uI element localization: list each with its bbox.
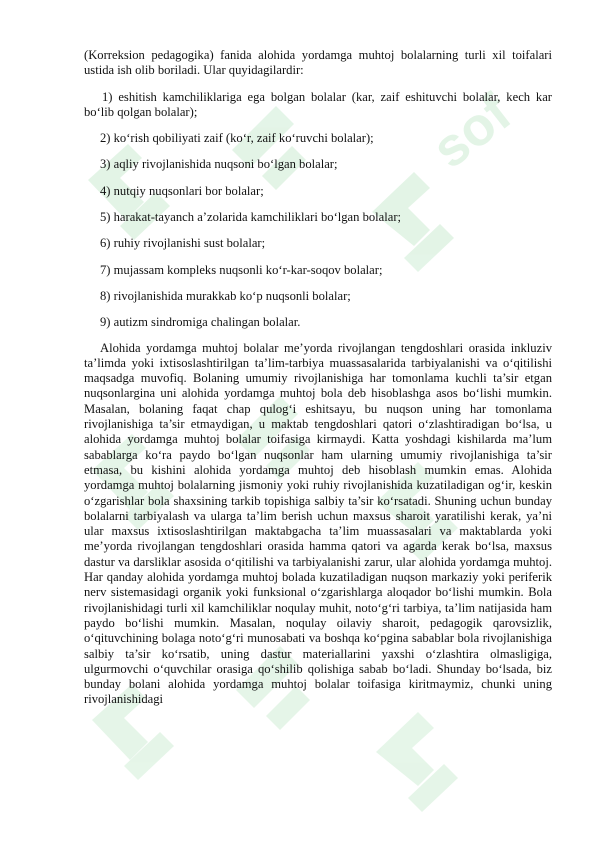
list-item-4: 4) nutqiy nuqsonlari bor bolalar; <box>100 183 264 198</box>
list-item-6: 6) ruhiy rivojlanishi sust bolalar; <box>100 236 266 251</box>
intro-paragraph: (Korreksion pedagogika) fanida alohida yordamga muhtoj bolalarning turli xil toifalari ustida ish olib boriladi. Ular quyidagilardir: <box>84 48 552 78</box>
list-item-8: 8) rivojlanishida murakkab ko‘p nuqsonli bolalar; <box>100 288 351 303</box>
body-paragraph: Alohida yordamga muhtoj bolalar me’yorda rivojlangan tengdoshlari orasida inkluziv ta’limda yoki ixtisoslashtirilgan ta’lim-tarbiya muassasalarida tarbiyalanishi va o‘qitilishi maqsadga muvofiq. Bolaning umumiy rivojlanishiga har tomonlama kuchli ta’sir etgan nuqsonlargina uni alohida yordamga muhtoj bola deb hisoblashga asos bo‘lishi mumkin. Masalan, bolaning faqat chap qulog‘i eshitsayu, bu nuqson uning har tomonlama rivojlanishiga ta’sir etmaydigan, u maktab tengdoshlari qatori o‘zlashtiradigan bo‘lsa, u alohida yordamga muhtoj bolalar toifasiga kirmaydi. Katta yoshdagi kishilarda ma’lum sabablarga ko‘ra paydo bo‘lgan nuqsonlar ham ularning umumiy rivojlanishiga ta’sir etmasa, bu kishini alohida yordamga muhtoj deb hisoblash mumkin emas. Alohida yordamga muhtoj bolalarning jismoniy yoki ruhiy rivojlanishida kuzatiladigan og‘ir, keskin o‘zgarishlar bola shaxsining tarkib topishiga salbiy ta’sir ko‘rsatadi. Shuning uchun bunday bolalarni tarbiyalash va ularga ta’lim berish uchun maxsus sharoit yaratilishi kerak, ya’ni ular maxsus ixtisoslashtirilgan maktabgacha ta’lim muassasalari va maktablarda yoki me’yorda rivojlangan tengdoshlari orasida hamma qatori va agarda kerak bo‘lsa, maxsus dastur va darsliklar asosida o‘qitilishi va tarbiyalanishi zarur, ular alohida yordamga muhtoj. Har qanday alohida yordamga muhtoj bolada kuzatiladigan nuqson markaziy yoki periferik nerv sistemasidagi organik yoki funksional o‘zgarishlarga aloqador bo‘lishi mumkin. Bola rivojlanishidagi turli xil kamchiliklar noqulay muhit, noto‘g‘ri tarbiya, ta’lim natijasida ham paydo bo‘lishi mumkin. Masalan, noqulay oilaviy sharoit, pedagogik qarovsizlik, o‘qituvchining bolaga noto‘g‘ri munosabati va boshqa ko‘pgina sabablar bola rivojlanishiga salbiy ta’sir ko‘rsatib, uning dastur materiallarini yaxshi o‘zlashtira olmasligiga, ulgurmovchi o‘quvchilar orasiga qo‘shilib qolishiga sabab bo‘ladi. Shunday bo‘lsada, biz bunday bolani alohida yordamga muhtoj bolalar toifasiga kiritmaymiz, chunki uning rivojlanishidagi <box>84 340 552 707</box>
list-item-3: 3) aqliy rivojlanishida nuqsoni bo‘lgan bolalar; <box>100 157 338 172</box>
document-content <box>84 48 552 708</box>
list-item-9: 9) autizm sindromiga chalingan bolalar. <box>100 315 301 330</box>
list-item-2: 2) ko‘rish qobiliyati zaif (ko‘r, zaif ko‘ruvchi bolalar); <box>100 131 374 146</box>
list-item-7: 7) mujassam kompleks nuqsonli ko‘r-kar-soqov bolalar; <box>100 262 383 277</box>
list-item-1: 1) eshitish kamchiliklariga ega bolgan bolalar (kar, zaif eshituvchi bolalar, kech kar bo‘lib qolgan bolalar); <box>84 89 552 119</box>
svg-text:sof: sof <box>421 82 523 180</box>
list-item-5: 5) harakat-tayanch a’zolarida kamchiliklari bo‘lgan bolalar; <box>100 210 402 225</box>
